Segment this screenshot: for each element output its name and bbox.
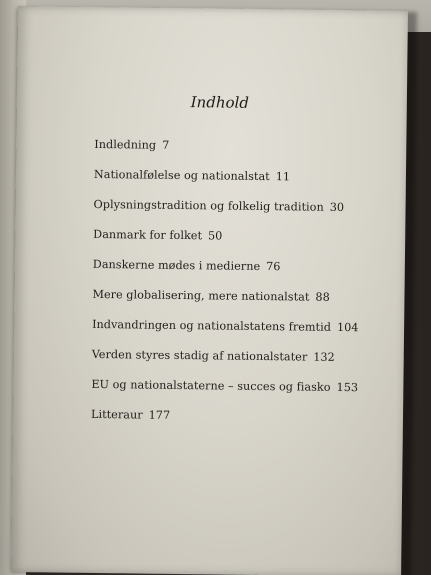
toc-entry-4 [93,228,360,261]
toc-entry-10 [91,408,358,441]
toc-entry-title: Mere globalisering, mere nationalstat [92,287,310,304]
toc-entry-page: 177 [148,408,171,422]
toc-entry-6 [92,288,359,321]
toc-entry-7 [92,318,359,351]
toc-entry-page: 132 [313,350,335,364]
toc-entry-page: 11 [275,170,291,184]
toc-entry-9 [91,378,358,411]
toc-entry-title: Oplysningstradition og folkelig tradition [93,197,324,214]
table-of-contents [91,138,361,441]
toc-entry-title: Verden styres stadig af nationalstater [91,347,308,364]
toc-entry-1 [94,138,361,171]
contents-heading: Indhold [190,93,250,112]
toc-entry-page: 104 [336,320,359,335]
toc-entry-page: 153 [336,380,359,395]
toc-entry-page: 76 [266,260,281,274]
toc-entry-title: Litteraur [90,407,143,422]
toc-entry-8 [91,348,358,381]
toc-entry-page: 7 [162,138,170,152]
toc-entry-title: Indvandringen og nationalstatens fremtid [92,317,332,334]
book-page [11,6,408,575]
toc-entry-page: 30 [329,200,345,214]
toc-entry-2 [94,168,361,201]
toc-entry-title: Indledning [94,137,157,152]
toc-entry-title: Nationalfølelse og nationalstat [93,167,270,184]
toc-entry-3 [93,198,360,231]
toc-entry-page: 50 [207,229,223,243]
toc-entry-title: Danmark for folket [93,227,203,243]
toc-entry-title: EU og nationalstaterne – succes og fiasko [91,377,331,394]
toc-entry-page: 88 [315,290,330,304]
toc-entry-5 [93,258,360,291]
toc-entry-title: Danskerne mødes i medierne [92,257,261,273]
